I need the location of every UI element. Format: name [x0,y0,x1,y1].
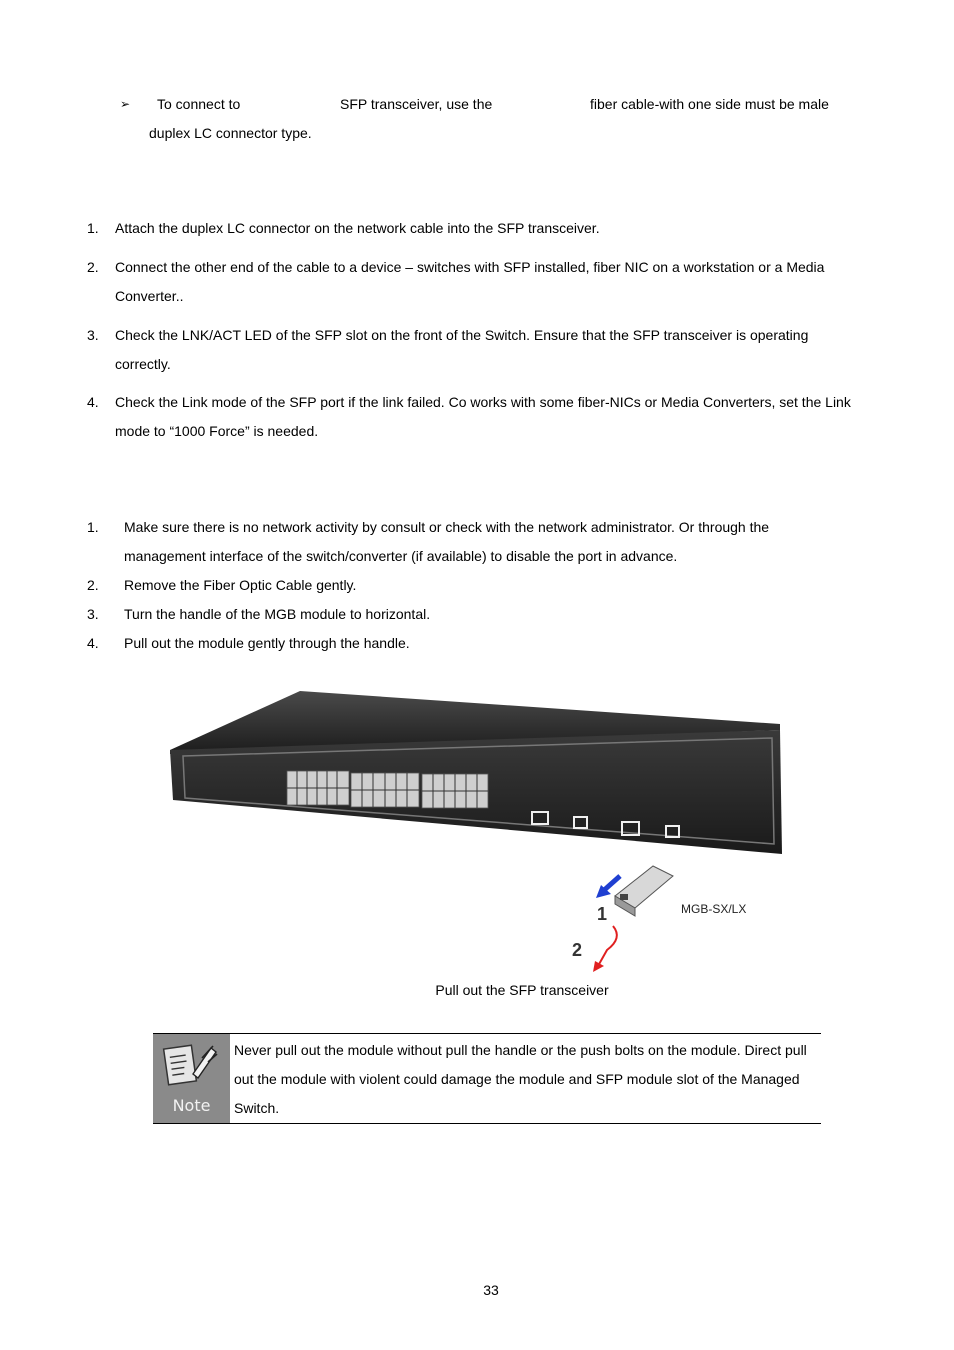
remove-step-4-line-1: Pull out the module gently through the handle. [124,635,410,651]
sfp-module [615,866,673,916]
install-step-2-num: 2. [87,259,99,275]
step-2-label: 2 [572,940,583,960]
note-box [153,1033,821,1124]
note-pencil-icon [153,1034,230,1096]
install-step-1-num: 1. [87,220,99,236]
remove-step-2-text [124,571,356,600]
note-text: Never pull out the module without pull the handle or the push bolts on the module. Direct pull out the module with violent could damage the module and SFP module slot of the Managed Switch. [234,1042,807,1116]
bullet-marker: ➢ [120,97,131,111]
bullet-text-part2: SFP transceiver, use the [340,96,493,112]
remove-step-4-num: 4. [87,635,99,651]
install-step-4-line-2: mode to “1000 Force” is needed. [115,423,319,439]
note-icon-label: Note [172,1096,211,1115]
bullet-text-part1: To connect to [157,96,241,112]
module-label: MGB-SX/LX [681,902,747,916]
note-icon [153,1034,230,1123]
switch-figure [165,686,790,976]
arrow-2 [598,926,617,966]
remove-step-1-text [124,513,769,571]
remove-step-4-text [124,629,410,658]
bullet-text-part3: fiber cable-with one side must be male [590,96,829,112]
install-step-1-line-1: Attach the duplex LC connector on the network cable into the SFP transceiver. [115,220,600,236]
remove-step-1-num: 1. [87,519,99,535]
install-step-3-text [115,321,808,379]
install-step-3-line-2: correctly. [115,356,171,372]
switch-illustration [165,686,790,976]
install-step-4-text [115,388,851,446]
install-step-2-text [115,253,824,311]
install-step-2-line-2: Converter.. [115,288,184,304]
install-step-3-line-1: Check the LNK/ACT LED of the SFP slot on the front of the Switch. Ensure that the SFP transceiver is operating [115,327,809,343]
install-step-4-num: 4. [87,394,99,410]
step-1-label: 1 [597,904,608,924]
remove-step-2-line-1: Remove the Fiber Optic Cable gently. [124,577,357,593]
figure-caption: Pull out the SFP transceiver [435,982,609,998]
remove-step-3-text [124,600,430,629]
install-step-2-line-1: Connect the other end of the cable to a device – switches with SFP installed, fiber NIC on a workstation or a Media [115,259,825,275]
remove-step-2-num: 2. [87,577,99,593]
remove-step-3-num: 3. [87,606,99,622]
remove-step-1-line-1: Make sure there is no network activity by consult or check with the network administrator. Or through the [124,519,770,535]
page-number: 33 [483,1282,499,1298]
remove-step-1-line-2: management interface of the switch/converter (if available) to disable the port in advance. [124,548,678,564]
install-step-4-line-1: Check the Link mode of the SFP port if the link failed. Co works with some fiber-NICs or Media Converters, set the Link [115,394,851,410]
bullet-continuation: duplex LC connector type. [149,125,312,141]
install-step-1-text [115,214,600,243]
arrow-2-head [593,961,604,972]
remove-step-3-line-1: Turn the handle of the MGB module to horizontal. [124,606,431,622]
install-step-3-num: 3. [87,327,99,343]
